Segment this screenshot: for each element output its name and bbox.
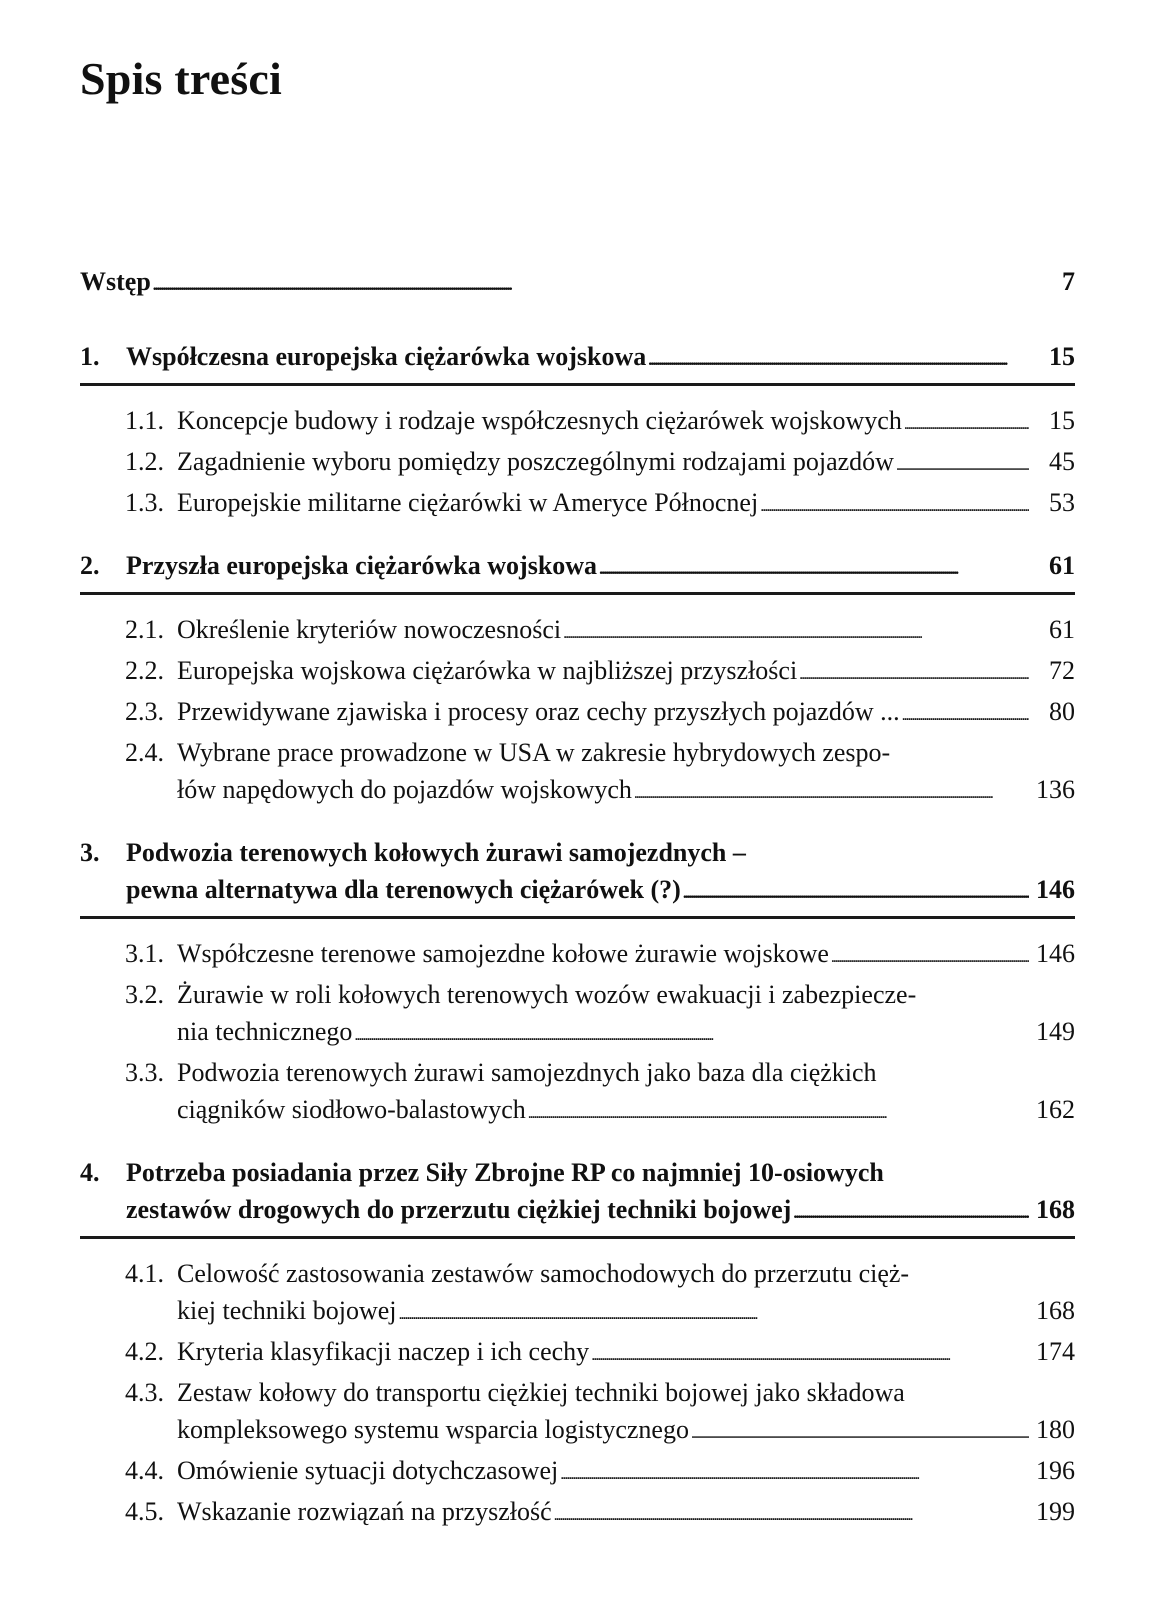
chapter-page: 168: [1036, 1195, 1075, 1224]
section-title-line: kiej techniki bojowej: [177, 1296, 397, 1325]
section-title-line: Europejskie militarne ciężarówki w Ameryce Północnej: [177, 488, 759, 517]
section-title-line: Europejska wojskowa ciężarówka w najbliższej przyszłości: [177, 656, 798, 685]
section-number: 4.1.: [125, 1259, 164, 1288]
section-title-line: Współczesne terenowe samojezdne kołowe żurawie wojskowe: [177, 939, 829, 968]
dot-leader: [634, 771, 1029, 812]
section-page: 196: [1036, 1456, 1075, 1485]
section-title-line: Określenie kryteriów nowoczesności: [177, 615, 562, 644]
group-spacer: [80, 525, 1075, 547]
section-number: 3.2.: [125, 980, 164, 1009]
section-page: 174: [1036, 1337, 1075, 1366]
toc-section: [80, 1493, 1075, 1534]
section-title-line: Koncepcje budowy i rodzaje współczesnych ciężarówek wojskowych: [177, 406, 902, 435]
section-number: 3.3.: [125, 1058, 164, 1087]
dot-leader: [554, 1493, 1029, 1534]
toc-chapter: [80, 338, 1075, 379]
section-number: 4.3.: [125, 1378, 164, 1407]
section-page: 72: [1049, 656, 1075, 685]
toc-entry-label: Wstęp: [80, 267, 151, 296]
section-page: 199: [1036, 1497, 1075, 1526]
chapter-page: 61: [1049, 551, 1075, 580]
toc-section: [80, 693, 1075, 734]
toc-section: [80, 976, 1075, 1054]
chapter-title-line: Podwozia terenowych kołowych żurawi samojezdnych –: [126, 838, 746, 867]
section-page: 53: [1049, 488, 1075, 517]
dot-leader: [896, 443, 1029, 484]
section-title-line: Kryteria klasyfikacji naczep i ich cechy: [177, 1337, 590, 1366]
section-number: 1.3.: [125, 488, 164, 517]
section-title-line: Zagadnienie wyboru pomiędzy poszczególnymi rodzajami pojazdów: [177, 447, 894, 476]
chapter-title-line: pewna alternatywa dla terenowych ciężarówek (?): [126, 875, 681, 904]
section-title-line: Podwozia terenowych żurawi samojezdnych jako baza dla ciężkich: [177, 1058, 877, 1087]
toc-section: [80, 1452, 1075, 1493]
chapter-title-line: Potrzeba posiadania przez Siły Zbrojne RP co najmniej 10-osiowych: [126, 1158, 884, 1187]
section-title-line: kompleksowego systemu wsparcia logistycznego: [177, 1415, 689, 1444]
dot-leader: [399, 1292, 1029, 1333]
dot-leader: [599, 547, 1029, 588]
section-page: 146: [1036, 939, 1075, 968]
section-title-line: Wybrane prace prowadzone w USA w zakresie hybrydowych zespo-: [177, 738, 891, 767]
chapter-number: 2.: [80, 551, 100, 580]
section-title-line: łów napędowych do pojazdów wojskowych: [177, 775, 632, 804]
toc-section: [80, 1255, 1075, 1333]
dot-leader: [648, 338, 1029, 379]
section-title-line: Omówienie sytuacji dotychczasowej: [177, 1456, 559, 1485]
toc-entry-page: 7: [1062, 267, 1075, 296]
section-number: 1.1.: [125, 406, 164, 435]
toc-chapter: [80, 834, 1075, 912]
section-title-line: nia technicznego: [177, 1017, 353, 1046]
section-number: 2.3.: [125, 697, 164, 726]
dot-leader: [904, 402, 1029, 443]
chapter-title-line: Przyszła europejska ciężarówka wojskowa: [126, 551, 598, 580]
section-page: 45: [1049, 447, 1075, 476]
dot-leader: [793, 1191, 1029, 1232]
section-page: 80: [1049, 697, 1075, 726]
section-page: 180: [1036, 1415, 1075, 1444]
table-of-contents: [80, 263, 1075, 1534]
section-page: 15: [1049, 406, 1075, 435]
dot-leader: [153, 263, 1029, 304]
dot-leader: [691, 1411, 1029, 1452]
toc-chapter: [80, 1154, 1075, 1232]
chapter-rule: [80, 916, 1075, 919]
page-title: Spis treści: [80, 53, 282, 104]
section-number: 1.2.: [125, 447, 164, 476]
dot-leader: [831, 935, 1029, 976]
section-number: 4.4.: [125, 1456, 164, 1485]
section-title-line: Celowość zastosowania zestawów samochodowych do przerzutu cięż-: [177, 1259, 910, 1288]
chapter-page: 15: [1049, 342, 1075, 371]
toc-section: [80, 734, 1075, 812]
group-spacer: [80, 1132, 1075, 1154]
section-page: 162: [1036, 1095, 1075, 1124]
toc-chapter: [80, 547, 1075, 588]
dot-leader: [563, 611, 1029, 652]
chapter-title-line: Współczesna europejska ciężarówka wojskowa: [126, 342, 647, 371]
section-title-line: ciągników siodłowo-balastowych: [177, 1095, 526, 1124]
toc-section: [80, 1374, 1075, 1452]
chapter-rule: [80, 1236, 1075, 1239]
chapter-list: [80, 338, 1075, 1534]
section-number: 3.1.: [125, 939, 164, 968]
toc-section: [80, 1333, 1075, 1374]
toc-section: [80, 484, 1075, 525]
section-number: 4.2.: [125, 1337, 164, 1366]
section-title-line: Zestaw kołowy do transportu ciężkiej techniki bojowej jako składowa: [177, 1378, 905, 1407]
section-number: 2.1.: [125, 615, 164, 644]
chapter-number: 1.: [80, 342, 100, 371]
dot-leader: [560, 1452, 1029, 1493]
section-page: 149: [1036, 1017, 1075, 1046]
toc-entry-intro: [80, 263, 1075, 304]
dot-leader: [760, 484, 1029, 525]
section-number: 4.5.: [125, 1497, 164, 1526]
toc-section: [80, 1054, 1075, 1132]
chapter-rule: [80, 592, 1075, 595]
section-title-line: Żurawie w roli kołowych terenowych wozów ewakuacji i zabezpiecze-: [177, 980, 917, 1009]
section-page: 136: [1036, 775, 1075, 804]
section-title-line: Przewidywane zjawiska i procesy oraz cechy przyszłych pojazdów ...: [177, 697, 900, 726]
dot-leader: [354, 1013, 1029, 1054]
dot-leader: [528, 1091, 1029, 1132]
section-number: 2.2.: [125, 656, 164, 685]
chapter-number: 3.: [80, 838, 100, 867]
dot-leader: [799, 652, 1029, 693]
section-page: 61: [1049, 615, 1075, 644]
chapter-title-line: zestawów drogowych do przerzutu ciężkiej techniki bojowej: [126, 1195, 792, 1224]
chapter-rule: [80, 383, 1075, 386]
chapter-page: 146: [1036, 875, 1075, 904]
group-spacer: [80, 812, 1075, 834]
dot-leader: [591, 1333, 1029, 1374]
dot-leader: [683, 871, 1029, 912]
section-page: 168: [1036, 1296, 1075, 1325]
dot-leader: [902, 693, 1029, 734]
toc-section: [80, 402, 1075, 443]
toc-section: [80, 443, 1075, 484]
section-number: 2.4.: [125, 738, 164, 767]
chapter-number: 4.: [80, 1158, 100, 1187]
toc-section: [80, 611, 1075, 652]
section-title-line: Wskazanie rozwiązań na przyszłość: [177, 1497, 552, 1526]
toc-section: [80, 935, 1075, 976]
toc-section: [80, 652, 1075, 693]
